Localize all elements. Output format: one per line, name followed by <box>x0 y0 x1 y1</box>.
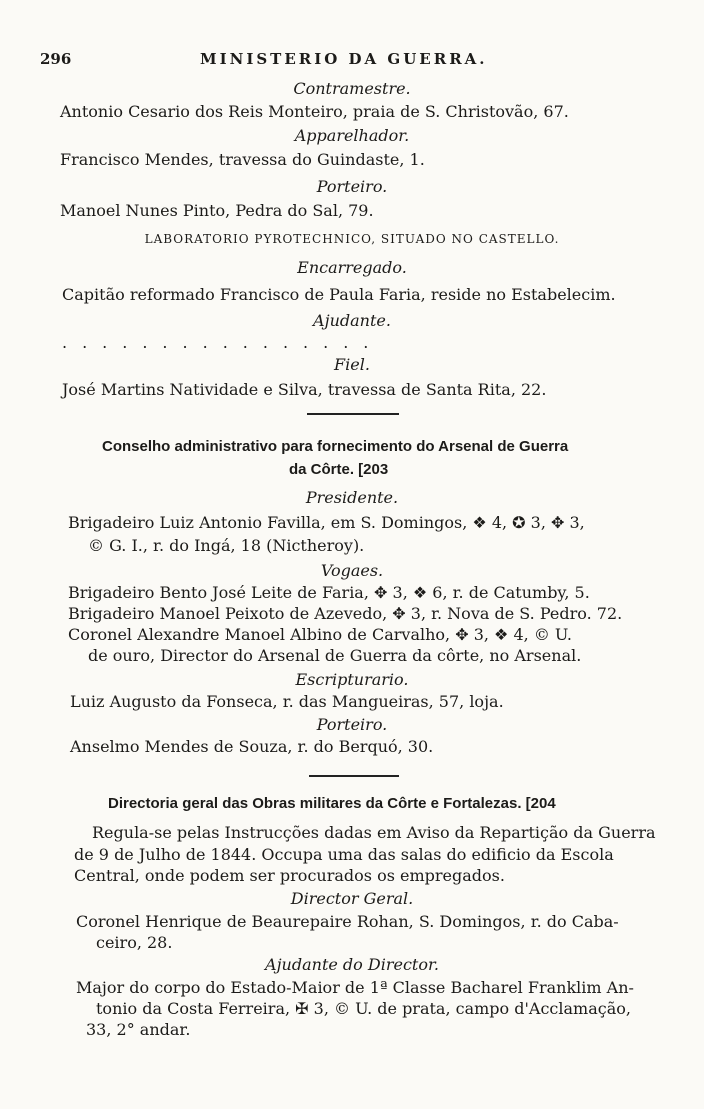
entry-vogal-1: Brigadeiro Bento José Leite de Faria, ✥ 3, ❖ 6, r. de Catumby, 5. <box>68 583 590 602</box>
entry-encarregado: Capitão reformado Francisco de Paula Faria, reside no Estabelecim. <box>62 285 616 304</box>
entry-fiel: José Martins Natividade e Silva, travessa de Santa Rita, 22. <box>62 380 547 399</box>
page-number: 296 <box>40 50 72 68</box>
entry-apparelhador: Francisco Mendes, travessa do Guindaste, 1. <box>60 150 425 169</box>
role-heading-vogaes: Vogaes. <box>320 561 384 580</box>
section-title-directoria: Directoria geral das Obras militares da Côrte e Fortalezas. [204 <box>108 795 556 812</box>
section-rule <box>307 413 399 415</box>
entry-ajudante-director-cont-2: 33, 2° andar. <box>86 1020 191 1039</box>
entry-vogal-3: Coronel Alexandre Manoel Albino de Carvalho, ✥ 3, ❖ 4, © U. <box>68 625 573 644</box>
role-heading-director-geral: Director Geral. <box>290 889 414 908</box>
role-heading-presidente: Presidente. <box>305 488 399 507</box>
role-heading-porteiro: Porteiro. <box>316 177 388 196</box>
page-header <box>0 50 704 74</box>
entry-ajudante-director: Major do corpo do Estado-Maior de 1ª Classe Bacharel Franklim An- <box>76 978 634 997</box>
paragraph-line-1: Regula-se pelas Instrucções dadas em Aviso da Repartição da Guerra <box>92 823 656 842</box>
section-title-conselho: Conselho administrativo para fornecimento do Arsenal de Guerra <box>102 438 569 455</box>
section-title-laboratorio: LABORATORIO PYROTECHNICO, SITUADO NO CASTELLO. <box>144 232 560 246</box>
entry-director-geral: Coronel Henrique de Beaurepaire Rohan, S. Domingos, r. do Caba- <box>76 912 619 931</box>
entry-escripturario: Luiz Augusto da Fonseca, r. das Mangueiras, 57, loja. <box>70 692 504 711</box>
role-heading-fiel: Fiel. <box>334 355 370 374</box>
role-heading-apparelhador: Apparelhador. <box>294 126 410 145</box>
role-heading-encarregado: Encarregado. <box>297 258 407 277</box>
entry-contramestre: Antonio Cesario dos Reis Monteiro, praia de S. Christovão, 67. <box>60 102 569 121</box>
entry-presidente-cont: © G. I., r. do Ingá, 18 (Nictheroy). <box>88 536 365 555</box>
running-title: MINISTERIO DA GUERRA. <box>200 50 488 68</box>
entry-porteiro-2: Anselmo Mendes de Souza, r. do Berquó, 30. <box>70 737 434 756</box>
paragraph-line-3: Central, onde podem ser procurados os empregados. <box>74 866 505 885</box>
section-rule-2 <box>309 775 399 777</box>
paragraph-line-2: de 9 de Julho de 1844. Occupa uma das salas do edificio da Escola <box>74 845 614 864</box>
entry-presidente: Brigadeiro Luiz Antonio Favilla, em S. Domingos, ❖ 4, ✪ 3, ✥ 3, <box>68 513 585 532</box>
role-heading-escripturario: Escripturario. <box>295 670 409 689</box>
entry-porteiro: Manoel Nunes Pinto, Pedra do Sal, 79. <box>60 201 374 220</box>
role-heading-ajudante-director: Ajudante do Director. <box>265 955 439 974</box>
dotted-leader: ................ <box>62 333 384 352</box>
entry-director-geral-cont: ceiro, 28. <box>96 933 173 952</box>
entry-vogal-2: Brigadeiro Manoel Peixoto de Azevedo, ✥ 3, r. Nova de S. Pedro. 72. <box>68 604 623 623</box>
section-title-conselho-cont: da Côrte. [203 <box>289 461 389 478</box>
entry-vogal-3-cont: de ouro, Director do Arsenal de Guerra da côrte, no Arsenal. <box>88 646 582 665</box>
role-heading-porteiro-2: Porteiro. <box>316 715 388 734</box>
role-heading-contramestre: Contramestre. <box>293 79 411 98</box>
role-heading-ajudante: Ajudante. <box>313 311 391 330</box>
entry-ajudante-director-cont: tonio da Costa Ferreira, ✠ 3, © U. de prata, campo d'Acclamação, <box>96 999 631 1018</box>
